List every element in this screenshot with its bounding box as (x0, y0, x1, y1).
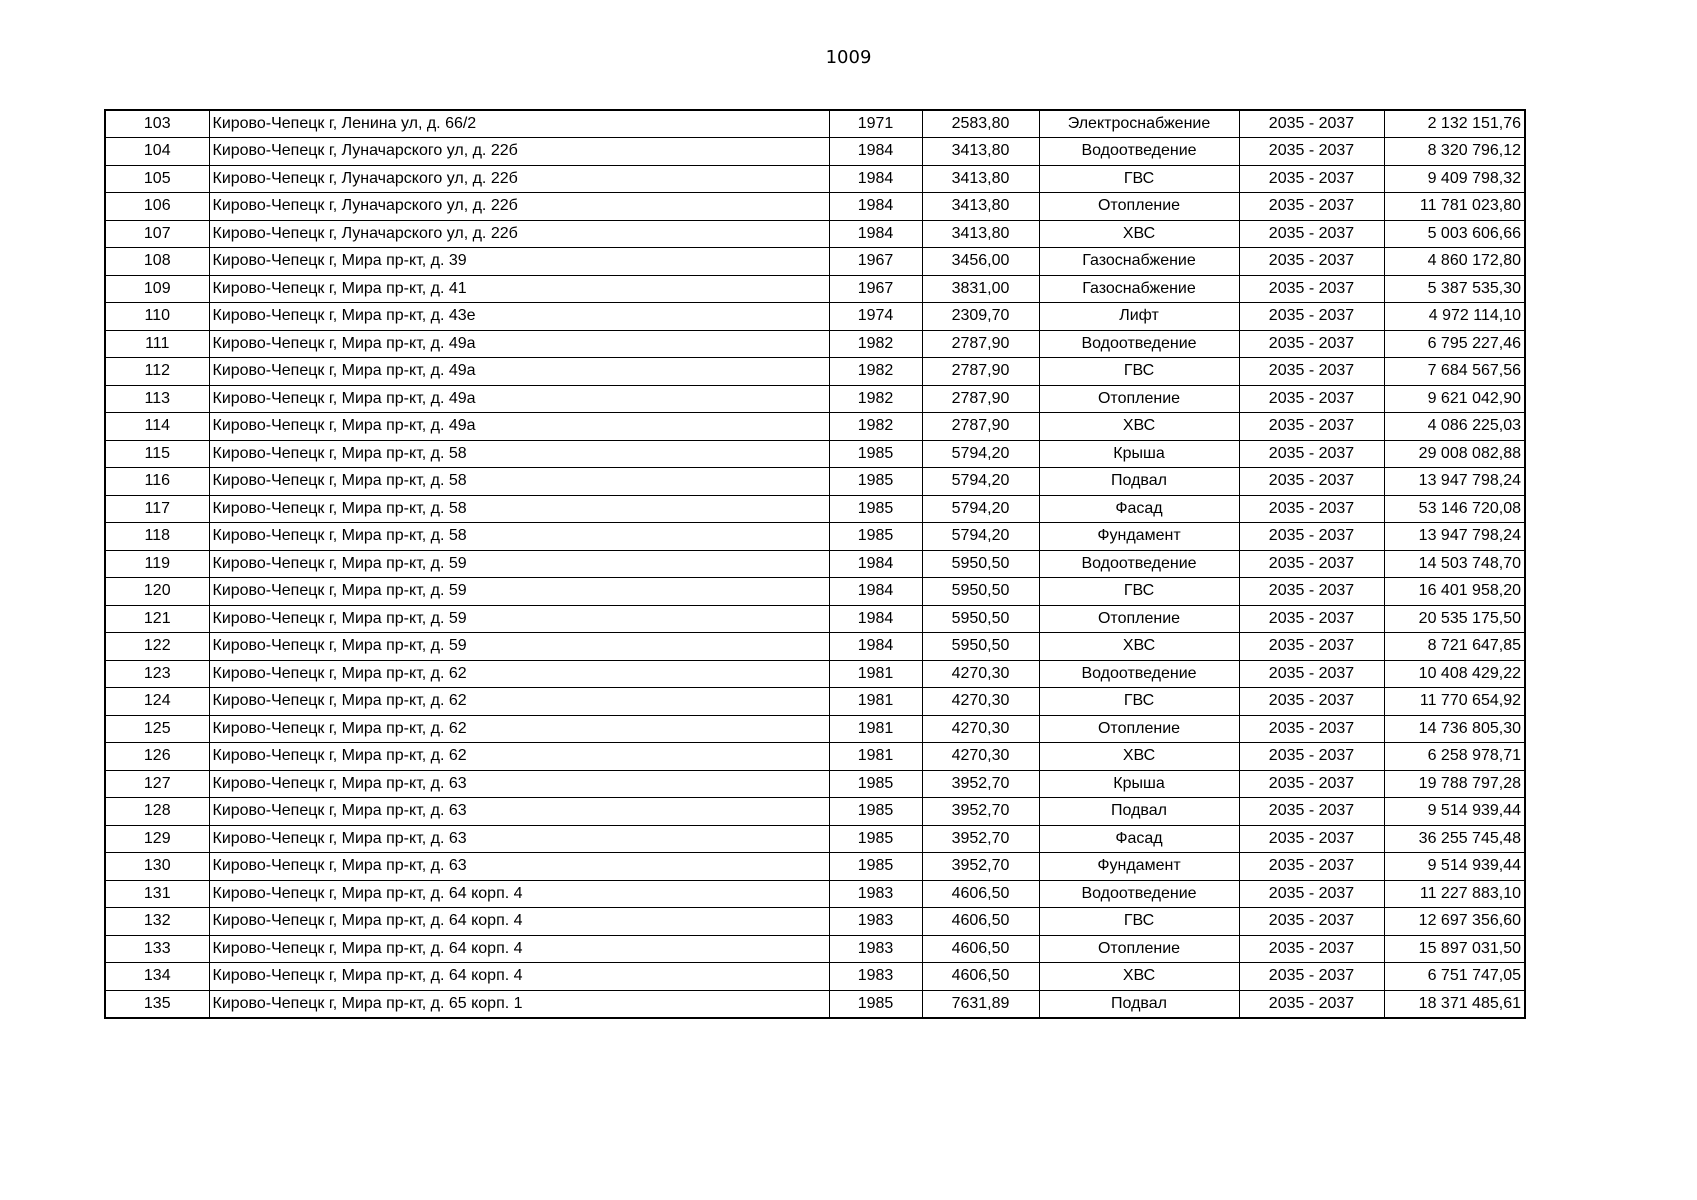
address-cell: Кирово-Чепецк г, Луначарского ул, д. 22б (209, 220, 829, 248)
table-row (105, 110, 1525, 138)
cost-cell: 5 387 535,30 (1384, 275, 1525, 303)
period-cell: 2035 - 2037 (1239, 798, 1384, 826)
work-type-cell: ГВС (1039, 908, 1239, 936)
period-cell: 2035 - 2037 (1239, 275, 1384, 303)
row-number-cell: 116 (105, 468, 209, 496)
address-cell: Кирово-Чепецк г, Мира пр-кт, д. 62 (209, 688, 829, 716)
area-cell: 3413,80 (922, 193, 1039, 221)
work-type-cell: Водоотведение (1039, 880, 1239, 908)
work-type-cell: Отопление (1039, 193, 1239, 221)
address-cell: Кирово-Чепецк г, Мира пр-кт, д. 62 (209, 715, 829, 743)
row-number-cell: 133 (105, 935, 209, 963)
row-number-cell: 114 (105, 413, 209, 441)
area-cell: 4270,30 (922, 715, 1039, 743)
period-cell: 2035 - 2037 (1239, 138, 1384, 166)
row-number-cell: 131 (105, 880, 209, 908)
address-cell: Кирово-Чепецк г, Мира пр-кт, д. 39 (209, 248, 829, 276)
cost-cell: 11 770 654,92 (1384, 688, 1525, 716)
address-cell: Кирово-Чепецк г, Мира пр-кт, д. 58 (209, 440, 829, 468)
area-cell: 5794,20 (922, 440, 1039, 468)
work-type-cell: Подвал (1039, 468, 1239, 496)
row-number-cell: 120 (105, 578, 209, 606)
area-cell: 3413,80 (922, 220, 1039, 248)
area-cell: 5950,50 (922, 605, 1039, 633)
period-cell: 2035 - 2037 (1239, 853, 1384, 881)
construction-year-cell: 1984 (829, 138, 922, 166)
area-cell: 2787,90 (922, 413, 1039, 441)
area-cell: 3952,70 (922, 853, 1039, 881)
area-cell: 4606,50 (922, 935, 1039, 963)
work-type-cell: Фасад (1039, 825, 1239, 853)
row-number-cell: 119 (105, 550, 209, 578)
address-cell: Кирово-Чепецк г, Мира пр-кт, д. 41 (209, 275, 829, 303)
cost-cell: 5 003 606,66 (1384, 220, 1525, 248)
construction-year-cell: 1985 (829, 468, 922, 496)
area-cell: 5950,50 (922, 550, 1039, 578)
construction-year-cell: 1984 (829, 193, 922, 221)
work-type-cell: ГВС (1039, 165, 1239, 193)
address-cell: Кирово-Чепецк г, Мира пр-кт, д. 43е (209, 303, 829, 331)
cost-cell: 9 514 939,44 (1384, 798, 1525, 826)
row-number-cell: 126 (105, 743, 209, 771)
row-number-cell: 134 (105, 963, 209, 991)
area-cell: 5794,20 (922, 495, 1039, 523)
area-cell: 4606,50 (922, 963, 1039, 991)
construction-year-cell: 1982 (829, 385, 922, 413)
area-cell: 5950,50 (922, 633, 1039, 661)
row-number-cell: 130 (105, 853, 209, 881)
cost-cell: 9 409 798,32 (1384, 165, 1525, 193)
cost-cell: 6 258 978,71 (1384, 743, 1525, 771)
row-number-cell: 118 (105, 523, 209, 551)
construction-year-cell: 1985 (829, 495, 922, 523)
table-row (105, 660, 1525, 688)
row-number-cell: 122 (105, 633, 209, 661)
area-cell: 3952,70 (922, 825, 1039, 853)
table-row (105, 743, 1525, 771)
row-number-cell: 112 (105, 358, 209, 386)
address-cell: Кирово-Чепецк г, Мира пр-кт, д. 64 корп. 4 (209, 963, 829, 991)
cost-cell: 13 947 798,24 (1384, 468, 1525, 496)
table-row (105, 138, 1525, 166)
construction-year-cell: 1982 (829, 358, 922, 386)
construction-year-cell: 1982 (829, 413, 922, 441)
construction-year-cell: 1981 (829, 660, 922, 688)
row-number-cell: 123 (105, 660, 209, 688)
address-cell: Кирово-Чепецк г, Мира пр-кт, д. 65 корп. 1 (209, 990, 829, 1018)
area-cell: 3831,00 (922, 275, 1039, 303)
address-cell: Кирово-Чепецк г, Мира пр-кт, д. 49а (209, 385, 829, 413)
work-type-cell: Подвал (1039, 990, 1239, 1018)
area-cell: 4270,30 (922, 660, 1039, 688)
work-type-cell: Водоотведение (1039, 138, 1239, 166)
address-cell: Кирово-Чепецк г, Мира пр-кт, д. 64 корп. 4 (209, 908, 829, 936)
area-cell: 3952,70 (922, 770, 1039, 798)
area-cell: 4606,50 (922, 880, 1039, 908)
construction-year-cell: 1984 (829, 165, 922, 193)
work-type-cell: Фундамент (1039, 853, 1239, 881)
period-cell: 2035 - 2037 (1239, 220, 1384, 248)
address-cell: Кирово-Чепецк г, Мира пр-кт, д. 49а (209, 330, 829, 358)
row-number-cell: 105 (105, 165, 209, 193)
period-cell: 2035 - 2037 (1239, 825, 1384, 853)
address-cell: Кирово-Чепецк г, Мира пр-кт, д. 49а (209, 413, 829, 441)
work-type-cell: Отопление (1039, 605, 1239, 633)
table-row (105, 165, 1525, 193)
area-cell: 2787,90 (922, 330, 1039, 358)
construction-year-cell: 1981 (829, 688, 922, 716)
address-cell: Кирово-Чепецк г, Ленина ул, д. 66/2 (209, 110, 829, 138)
area-cell: 2583,80 (922, 110, 1039, 138)
work-type-cell: ГВС (1039, 688, 1239, 716)
period-cell: 2035 - 2037 (1239, 550, 1384, 578)
address-cell: Кирово-Чепецк г, Мира пр-кт, д. 59 (209, 605, 829, 633)
address-cell: Кирово-Чепецк г, Мира пр-кт, д. 64 корп. 4 (209, 935, 829, 963)
cost-cell: 2 132 151,76 (1384, 110, 1525, 138)
work-type-cell: ХВС (1039, 413, 1239, 441)
period-cell: 2035 - 2037 (1239, 688, 1384, 716)
work-type-cell: Отопление (1039, 715, 1239, 743)
table-row (105, 605, 1525, 633)
address-cell: Кирово-Чепецк г, Луначарского ул, д. 22б (209, 165, 829, 193)
work-type-cell: Газоснабжение (1039, 248, 1239, 276)
cost-cell: 19 788 797,28 (1384, 770, 1525, 798)
table-row (105, 770, 1525, 798)
period-cell: 2035 - 2037 (1239, 468, 1384, 496)
address-cell: Кирово-Чепецк г, Мира пр-кт, д. 58 (209, 468, 829, 496)
work-type-cell: Подвал (1039, 798, 1239, 826)
row-number-cell: 110 (105, 303, 209, 331)
cost-cell: 4 086 225,03 (1384, 413, 1525, 441)
period-cell: 2035 - 2037 (1239, 990, 1384, 1018)
cost-cell: 36 255 745,48 (1384, 825, 1525, 853)
table-row (105, 303, 1525, 331)
table-row (105, 220, 1525, 248)
address-cell: Кирово-Чепецк г, Мира пр-кт, д. 59 (209, 578, 829, 606)
table-row (105, 633, 1525, 661)
area-cell: 5794,20 (922, 468, 1039, 496)
row-number-cell: 124 (105, 688, 209, 716)
construction-year-cell: 1983 (829, 908, 922, 936)
address-cell: Кирово-Чепецк г, Мира пр-кт, д. 58 (209, 495, 829, 523)
construction-year-cell: 1984 (829, 220, 922, 248)
table-row (105, 193, 1525, 221)
construction-year-cell: 1984 (829, 633, 922, 661)
work-type-cell: Фундамент (1039, 523, 1239, 551)
area-cell: 2309,70 (922, 303, 1039, 331)
period-cell: 2035 - 2037 (1239, 413, 1384, 441)
row-number-cell: 129 (105, 825, 209, 853)
area-cell: 3456,00 (922, 248, 1039, 276)
construction-year-cell: 1982 (829, 330, 922, 358)
table-row (105, 358, 1525, 386)
period-cell: 2035 - 2037 (1239, 935, 1384, 963)
table-row (105, 413, 1525, 441)
cost-cell: 7 684 567,56 (1384, 358, 1525, 386)
period-cell: 2035 - 2037 (1239, 495, 1384, 523)
construction-year-cell: 1981 (829, 743, 922, 771)
period-cell: 2035 - 2037 (1239, 165, 1384, 193)
table-row (105, 853, 1525, 881)
construction-year-cell: 1984 (829, 550, 922, 578)
cost-cell: 15 897 031,50 (1384, 935, 1525, 963)
construction-year-cell: 1984 (829, 605, 922, 633)
period-cell: 2035 - 2037 (1239, 963, 1384, 991)
cost-cell: 4 860 172,80 (1384, 248, 1525, 276)
table-row (105, 495, 1525, 523)
cost-cell: 13 947 798,24 (1384, 523, 1525, 551)
table-row (105, 440, 1525, 468)
cost-cell: 8 320 796,12 (1384, 138, 1525, 166)
construction-year-cell: 1985 (829, 853, 922, 881)
period-cell: 2035 - 2037 (1239, 523, 1384, 551)
table-row (105, 550, 1525, 578)
work-type-cell: Лифт (1039, 303, 1239, 331)
address-cell: Кирово-Чепецк г, Мира пр-кт, д. 62 (209, 660, 829, 688)
address-cell: Кирово-Чепецк г, Мира пр-кт, д. 49а (209, 358, 829, 386)
work-type-cell: Электроснабжение (1039, 110, 1239, 138)
row-number-cell: 104 (105, 138, 209, 166)
work-type-cell: Водоотведение (1039, 330, 1239, 358)
period-cell: 2035 - 2037 (1239, 660, 1384, 688)
work-type-cell: Крыша (1039, 770, 1239, 798)
area-cell: 2787,90 (922, 385, 1039, 413)
address-cell: Кирово-Чепецк г, Мира пр-кт, д. 59 (209, 550, 829, 578)
address-cell: Кирово-Чепецк г, Луначарского ул, д. 22б (209, 193, 829, 221)
period-cell: 2035 - 2037 (1239, 330, 1384, 358)
table-row (105, 275, 1525, 303)
work-type-cell: ГВС (1039, 578, 1239, 606)
period-cell: 2035 - 2037 (1239, 193, 1384, 221)
address-cell: Кирово-Чепецк г, Мира пр-кт, д. 63 (209, 798, 829, 826)
row-number-cell: 127 (105, 770, 209, 798)
table-row (105, 385, 1525, 413)
period-cell: 2035 - 2037 (1239, 110, 1384, 138)
row-number-cell: 132 (105, 908, 209, 936)
period-cell: 2035 - 2037 (1239, 633, 1384, 661)
repair-schedule-table (104, 109, 1526, 1019)
area-cell: 3413,80 (922, 165, 1039, 193)
row-number-cell: 111 (105, 330, 209, 358)
period-cell: 2035 - 2037 (1239, 248, 1384, 276)
construction-year-cell: 1981 (829, 715, 922, 743)
row-number-cell: 106 (105, 193, 209, 221)
work-type-cell: Фасад (1039, 495, 1239, 523)
area-cell: 3413,80 (922, 138, 1039, 166)
construction-year-cell: 1985 (829, 440, 922, 468)
table-row (105, 963, 1525, 991)
row-number-cell: 121 (105, 605, 209, 633)
table-row (105, 990, 1525, 1018)
row-number-cell: 128 (105, 798, 209, 826)
row-number-cell: 117 (105, 495, 209, 523)
period-cell: 2035 - 2037 (1239, 908, 1384, 936)
work-type-cell: ХВС (1039, 743, 1239, 771)
period-cell: 2035 - 2037 (1239, 303, 1384, 331)
period-cell: 2035 - 2037 (1239, 358, 1384, 386)
area-cell: 5794,20 (922, 523, 1039, 551)
table-body (105, 110, 1525, 1018)
address-cell: Кирово-Чепецк г, Мира пр-кт, д. 62 (209, 743, 829, 771)
work-type-cell: ХВС (1039, 633, 1239, 661)
row-number-cell: 107 (105, 220, 209, 248)
cost-cell: 53 146 720,08 (1384, 495, 1525, 523)
cost-cell: 11 227 883,10 (1384, 880, 1525, 908)
cost-cell: 11 781 023,80 (1384, 193, 1525, 221)
table-row (105, 578, 1525, 606)
cost-cell: 6 751 747,05 (1384, 963, 1525, 991)
row-number-cell: 103 (105, 110, 209, 138)
table-row (105, 880, 1525, 908)
cost-cell: 14 503 748,70 (1384, 550, 1525, 578)
period-cell: 2035 - 2037 (1239, 605, 1384, 633)
construction-year-cell: 1983 (829, 963, 922, 991)
area-cell: 3952,70 (922, 798, 1039, 826)
construction-year-cell: 1985 (829, 770, 922, 798)
page-number: 1009 (825, 47, 872, 68)
area-cell: 7631,89 (922, 990, 1039, 1018)
area-cell: 5950,50 (922, 578, 1039, 606)
table-row (105, 908, 1525, 936)
row-number-cell: 125 (105, 715, 209, 743)
period-cell: 2035 - 2037 (1239, 385, 1384, 413)
period-cell: 2035 - 2037 (1239, 440, 1384, 468)
cost-cell: 20 535 175,50 (1384, 605, 1525, 633)
construction-year-cell: 1985 (829, 523, 922, 551)
table-row (105, 798, 1525, 826)
period-cell: 2035 - 2037 (1239, 578, 1384, 606)
address-cell: Кирово-Чепецк г, Луначарского ул, д. 22б (209, 138, 829, 166)
area-cell: 2787,90 (922, 358, 1039, 386)
address-cell: Кирово-Чепецк г, Мира пр-кт, д. 64 корп. 4 (209, 880, 829, 908)
row-number-cell: 108 (105, 248, 209, 276)
table-row (105, 825, 1525, 853)
construction-year-cell: 1974 (829, 303, 922, 331)
address-cell: Кирово-Чепецк г, Мира пр-кт, д. 59 (209, 633, 829, 661)
area-cell: 4270,30 (922, 688, 1039, 716)
table-row (105, 330, 1525, 358)
area-cell: 4270,30 (922, 743, 1039, 771)
cost-cell: 18 371 485,61 (1384, 990, 1525, 1018)
row-number-cell: 115 (105, 440, 209, 468)
table-row (105, 935, 1525, 963)
cost-cell: 9 514 939,44 (1384, 853, 1525, 881)
work-type-cell: Отопление (1039, 385, 1239, 413)
cost-cell: 12 697 356,60 (1384, 908, 1525, 936)
construction-year-cell: 1985 (829, 990, 922, 1018)
work-type-cell: ХВС (1039, 220, 1239, 248)
row-number-cell: 113 (105, 385, 209, 413)
period-cell: 2035 - 2037 (1239, 715, 1384, 743)
construction-year-cell: 1967 (829, 275, 922, 303)
cost-cell: 8 721 647,85 (1384, 633, 1525, 661)
cost-cell: 29 008 082,88 (1384, 440, 1525, 468)
table-row (105, 248, 1525, 276)
work-type-cell: Водоотведение (1039, 550, 1239, 578)
table-row (105, 715, 1525, 743)
area-cell: 4606,50 (922, 908, 1039, 936)
address-cell: Кирово-Чепецк г, Мира пр-кт, д. 63 (209, 825, 829, 853)
work-type-cell: ГВС (1039, 358, 1239, 386)
cost-cell: 10 408 429,22 (1384, 660, 1525, 688)
cost-cell: 9 621 042,90 (1384, 385, 1525, 413)
work-type-cell: ХВС (1039, 963, 1239, 991)
period-cell: 2035 - 2037 (1239, 880, 1384, 908)
period-cell: 2035 - 2037 (1239, 743, 1384, 771)
construction-year-cell: 1984 (829, 578, 922, 606)
work-type-cell: Газоснабжение (1039, 275, 1239, 303)
address-cell: Кирово-Чепецк г, Мира пр-кт, д. 63 (209, 770, 829, 798)
table-row (105, 468, 1525, 496)
cost-cell: 16 401 958,20 (1384, 578, 1525, 606)
construction-year-cell: 1967 (829, 248, 922, 276)
row-number-cell: 135 (105, 990, 209, 1018)
construction-year-cell: 1985 (829, 825, 922, 853)
construction-year-cell: 1983 (829, 935, 922, 963)
construction-year-cell: 1971 (829, 110, 922, 138)
period-cell: 2035 - 2037 (1239, 770, 1384, 798)
work-type-cell: Водоотведение (1039, 660, 1239, 688)
construction-year-cell: 1985 (829, 798, 922, 826)
cost-cell: 6 795 227,46 (1384, 330, 1525, 358)
construction-year-cell: 1983 (829, 880, 922, 908)
table-row (105, 523, 1525, 551)
address-cell: Кирово-Чепецк г, Мира пр-кт, д. 63 (209, 853, 829, 881)
work-type-cell: Крыша (1039, 440, 1239, 468)
work-type-cell: Отопление (1039, 935, 1239, 963)
cost-cell: 14 736 805,30 (1384, 715, 1525, 743)
row-number-cell: 109 (105, 275, 209, 303)
cost-cell: 4 972 114,10 (1384, 303, 1525, 331)
address-cell: Кирово-Чепецк г, Мира пр-кт, д. 58 (209, 523, 829, 551)
table-row (105, 688, 1525, 716)
